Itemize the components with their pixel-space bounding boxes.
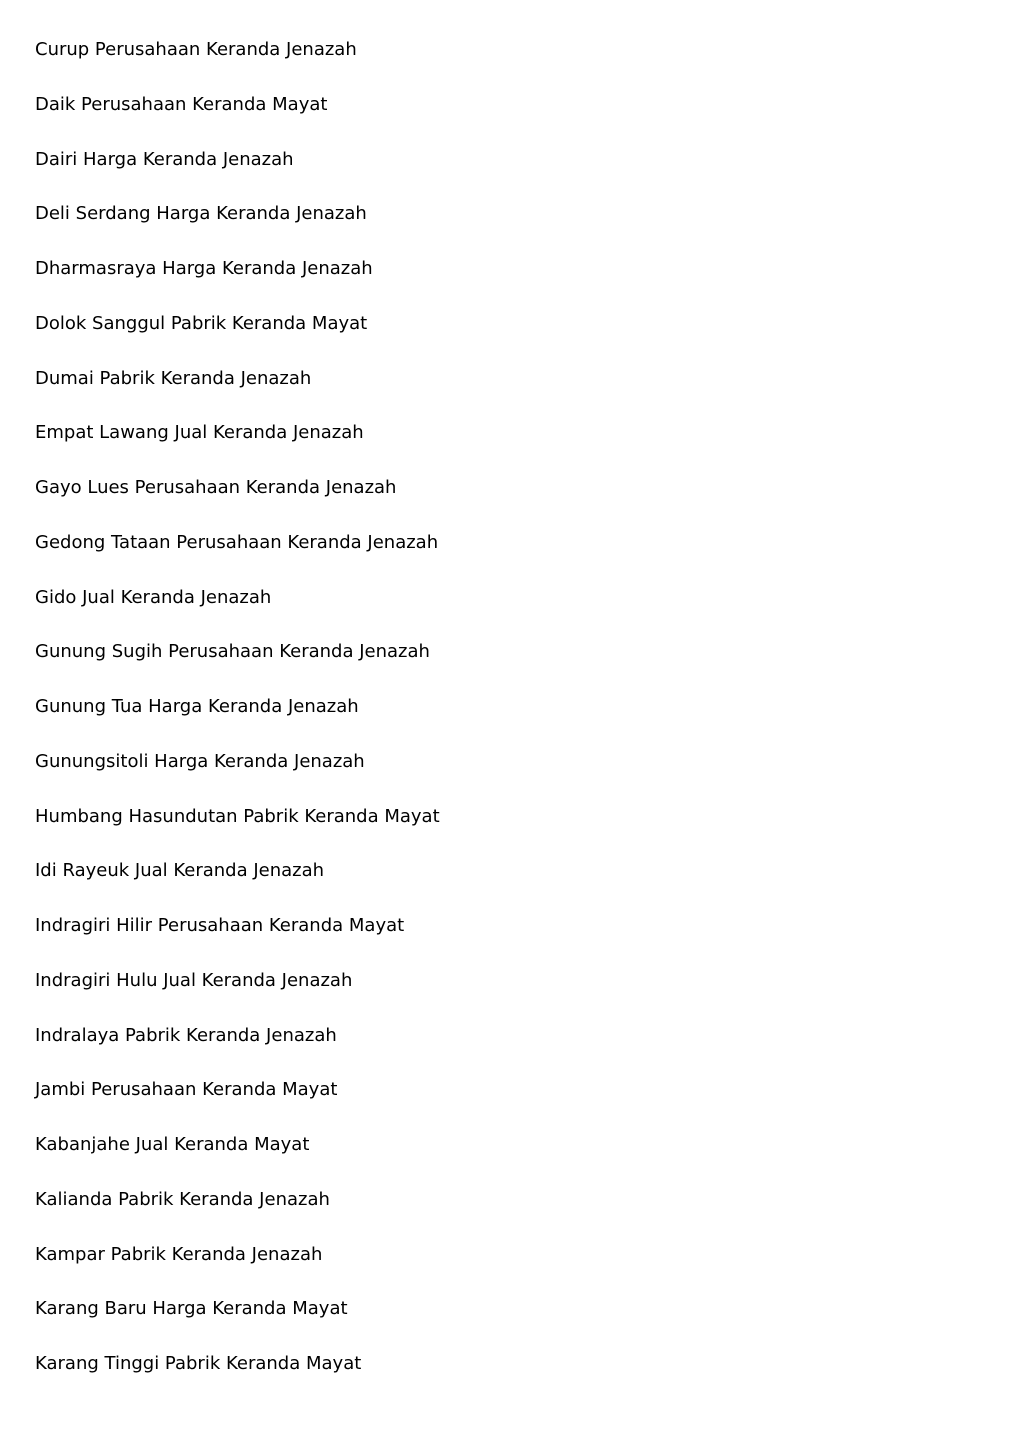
list-item: Kalianda Pabrik Keranda Jenazah: [35, 1188, 330, 1210]
list-item: Dharmasraya Harga Keranda Jenazah: [35, 258, 373, 279]
list-item: Karang Tinggi Pabrik Keranda Mayat: [35, 1353, 362, 1374]
list-item: Dumai Pabrik Keranda Jenazah: [35, 367, 312, 389]
list-item: Karang Baru Harga Keranda Mayat: [35, 1298, 348, 1320]
list-item: Kabanjahe Jual Keranda Mayat: [35, 1134, 310, 1155]
list-item: Empat Lawang Jual Keranda Jenazah: [35, 422, 364, 444]
list-item: Indralaya Pabrik Keranda Jenazah: [35, 1024, 337, 1046]
list-item: Gedong Tataan Perusahaan Keranda Jenazah: [35, 531, 439, 553]
list-item: Gido Jual Keranda Jenazah: [35, 586, 272, 608]
list-item: Idi Rayeuk Jual Keranda Jenazah: [35, 860, 325, 882]
list-item: Humbang Hasundutan Pabrik Keranda Mayat: [35, 805, 440, 827]
list-item: Dolok Sanggul Pabrik Keranda Mayat: [35, 312, 368, 334]
list-item: Kampar Pabrik Keranda Jenazah: [35, 1243, 323, 1265]
list-item: Gunung Tua Harga Keranda Jenazah: [35, 696, 359, 717]
list-item: Curup Perusahaan Keranda Jenazah: [35, 39, 357, 60]
list-item: Dairi Harga Keranda Jenazah: [35, 148, 294, 170]
list-item: Daik Perusahaan Keranda Mayat: [35, 93, 328, 115]
location-product-list: [35, 36, 440, 1405]
list-item: Indragiri Hulu Jual Keranda Jenazah: [35, 969, 353, 991]
list-item: Gayo Lues Perusahaan Keranda Jenazah: [35, 477, 397, 498]
list-item: Gunungsitoli Harga Keranda Jenazah: [35, 750, 365, 772]
list-item: Jambi Perusahaan Keranda Mayat: [35, 1079, 338, 1101]
list-item: Gunung Sugih Perusahaan Keranda Jenazah: [35, 641, 430, 663]
list-item: Deli Serdang Harga Keranda Jenazah: [35, 203, 367, 225]
list-item: Indragiri Hilir Perusahaan Keranda Mayat: [35, 915, 405, 936]
